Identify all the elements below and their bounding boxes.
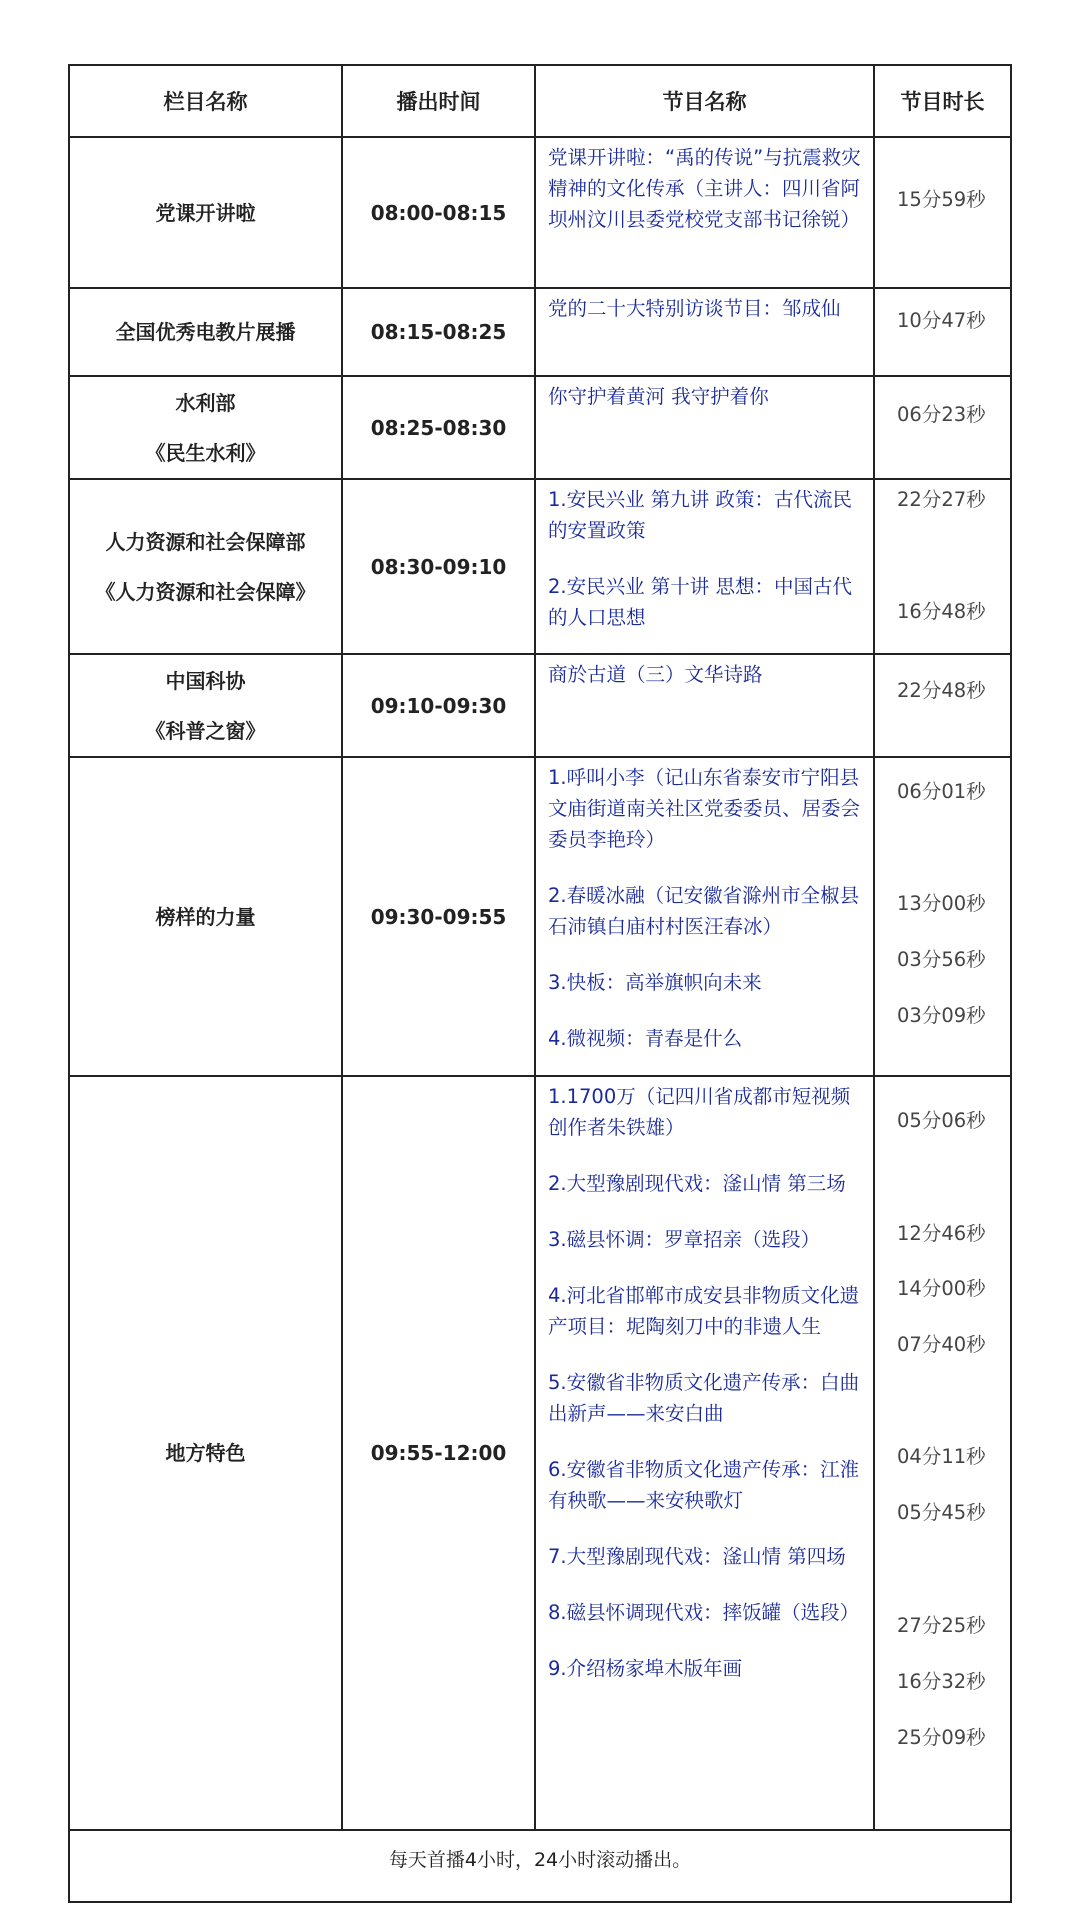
column-name-line: 《人力资源和社会保障》: [95, 579, 316, 604]
column-name-line: 《科普之窗》: [145, 718, 266, 743]
program-item: 党课开讲啦：“禹的传说”与抗震救灾精神的文化传承（主讲人：四川省阿坝州汶川县委党校党支部书记徐锐）: [548, 146, 861, 231]
program-item: 4.河北省邯郸市成安县非物质文化遗产项目：坭陶刻刀中的非遗人生: [548, 1284, 860, 1338]
header-program-name: 节目名称: [535, 65, 874, 137]
program-item: 8.磁县怀调现代戏：摔饭罐（选段）: [548, 1601, 860, 1624]
duration-cell: [874, 137, 1011, 288]
column-name-cell: [69, 654, 342, 757]
header-row: [69, 65, 1011, 137]
header-column-name: 栏目名称: [69, 65, 342, 137]
column-name-cell: [69, 376, 342, 479]
program-item: 7.大型豫剧现代戏：滏山情 第四场: [548, 1545, 846, 1568]
column-name-cell: [69, 757, 342, 1076]
program-cell: [535, 654, 874, 757]
duration-item: 05分06秒: [897, 1109, 986, 1132]
duration-item: 03分09秒: [897, 1004, 986, 1027]
schedule-rows: [69, 137, 1011, 1830]
column-name-cell: [69, 137, 342, 288]
program-item: 1.1700万（记四川省成都市短视频创作者朱铁雄）: [548, 1085, 851, 1139]
duration-cell: [874, 654, 1011, 757]
air-time-cell: 08:00-08:15: [342, 137, 535, 288]
program-cell: [535, 376, 874, 479]
column-name-line: 榜样的力量: [155, 904, 256, 929]
air-time-cell: 08:25-08:30: [342, 376, 535, 479]
air-time-cell: 09:55-12:00: [342, 1076, 535, 1830]
duration-item: 07分40秒: [897, 1333, 986, 1356]
header-duration: 节目时长: [874, 65, 1011, 137]
duration-cell: [874, 479, 1011, 654]
duration-item: 22分48秒: [897, 679, 986, 702]
air-time-cell: 09:10-09:30: [342, 654, 535, 757]
program-item: 你守护着黄河 我守护着你: [548, 385, 769, 408]
column-name-line: 全国优秀电教片展播: [115, 320, 296, 344]
duration-item: 04分11秒: [897, 1445, 986, 1468]
column-name-line: 中国科协: [165, 668, 246, 693]
program-cell: [535, 479, 874, 654]
program-item: 2.大型豫剧现代戏：滏山情 第三场: [548, 1172, 846, 1195]
program-item: 1.安民兴业 第九讲 政策：古代流民的安置政策: [548, 488, 853, 542]
column-name-line: 地方特色: [165, 1441, 246, 1465]
program-item: 2.春暖冰融（记安徽省滁州市全椒县石沛镇白庙村村医汪春冰）: [548, 884, 860, 938]
column-name-cell: [69, 1076, 342, 1830]
program-cell: [535, 288, 874, 376]
column-name-cell: [69, 288, 342, 376]
header-air-time: 播出时间: [342, 65, 535, 137]
program-item: 3.快板：高举旗帜向未来: [548, 971, 762, 994]
duration-item: 16分48秒: [897, 600, 986, 623]
duration-cell: [874, 288, 1011, 376]
schedule-table: [68, 64, 1012, 1903]
column-name-line: 水利部: [175, 390, 236, 415]
duration-item: 06分23秒: [897, 403, 986, 426]
schedule-row: [69, 654, 1011, 757]
duration-item: 13分00秒: [897, 892, 986, 915]
schedule-row: [69, 757, 1011, 1076]
column-name-line: 人力资源和社会保障部: [105, 529, 306, 554]
air-time-cell: 09:30-09:55: [342, 757, 535, 1076]
schedule-row: [69, 288, 1011, 376]
program-item: 9.介绍杨家埠木版年画: [548, 1657, 743, 1680]
duration-item: 05分45秒: [897, 1501, 986, 1524]
column-name-line: 党课开讲啦: [155, 200, 256, 225]
program-item: 3.磁县怀调：罗章招亲（选段）: [548, 1228, 821, 1251]
duration-item: 16分32秒: [897, 1670, 986, 1693]
footer-note: 每天首播4小时，24小时滚动播出。: [69, 1830, 1011, 1902]
duration-item: 06分01秒: [897, 780, 986, 803]
duration-item: 14分00秒: [897, 1277, 986, 1300]
program-item: 1.呼叫小李（记山东省泰安市宁阳县文庙街道南关社区党委委员、居委会委员李艳玲）: [548, 766, 861, 851]
schedule-row: [69, 376, 1011, 479]
column-name-line: 《民生水利》: [145, 440, 266, 465]
schedule-row: [69, 479, 1011, 654]
column-name-cell: [69, 479, 342, 654]
air-time-cell: 08:15-08:25: [342, 288, 535, 376]
program-cell: [535, 757, 874, 1076]
air-time-cell: 08:30-09:10: [342, 479, 535, 654]
program-item: 4.微视频：青春是什么: [548, 1027, 743, 1050]
duration-cell: [874, 376, 1011, 479]
program-cell: [535, 137, 874, 288]
program-item: 6.安徽省非物质文化遗产传承：江淮有秧歌——来安秧歌灯: [548, 1458, 860, 1512]
duration-item: 10分47秒: [897, 309, 986, 332]
program-item: 商於古道（三）文华诗路: [548, 663, 763, 686]
schedule-row: [69, 1076, 1011, 1830]
duration-item: 22分27秒: [897, 488, 986, 511]
duration-cell: [874, 757, 1011, 1076]
duration-item: 27分25秒: [897, 1614, 986, 1637]
duration-item: 12分46秒: [897, 1222, 986, 1245]
duration-item: 25分09秒: [897, 1726, 986, 1749]
duration-cell: [874, 1076, 1011, 1830]
schedule-row: [69, 137, 1011, 288]
duration-item: 03分56秒: [897, 948, 986, 971]
duration-item: 15分59秒: [897, 188, 986, 211]
program-item: 2.安民兴业 第十讲 思想：中国古代的人口思想: [548, 575, 853, 629]
program-item: 5.安徽省非物质文化遗产传承：白曲出新声——来安白曲: [548, 1371, 860, 1425]
program-cell: [535, 1076, 874, 1830]
footer-row: [69, 1830, 1011, 1902]
program-item: 党的二十大特别访谈节目：邹成仙: [548, 297, 841, 320]
